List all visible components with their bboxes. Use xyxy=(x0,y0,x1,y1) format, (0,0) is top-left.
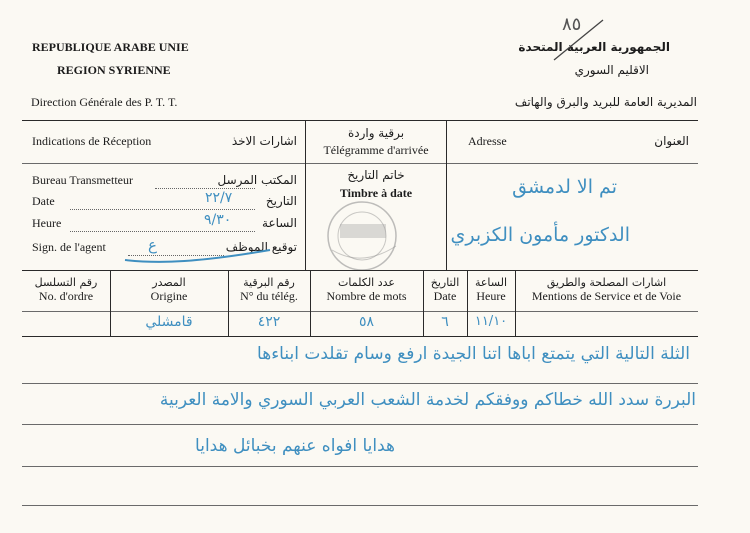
indications-label-fr: Indications de Réception xyxy=(32,134,152,148)
header-republic-ar: الجمهورية العربية المتحدة xyxy=(518,40,670,54)
heure-label-ar: الساعة xyxy=(262,216,297,230)
cell-date: ٦ xyxy=(441,314,449,330)
th-origin-ar: المصدر xyxy=(152,276,186,289)
address-line-1: تم الا لدمشق xyxy=(512,176,617,198)
table-bottom-rule xyxy=(22,336,698,337)
message-rule-4 xyxy=(22,505,698,506)
indications-label-ar: اشارات الاخذ xyxy=(231,134,297,148)
th-date-ar: التاريخ xyxy=(430,276,460,289)
th-telegram-no-fr: N° du télég. xyxy=(240,289,298,303)
address-line-2: الدكتور مأمون الكزبري xyxy=(450,224,630,246)
cell-origin: قامشلي xyxy=(145,314,193,330)
col-divider-2 xyxy=(446,120,447,270)
th-word-count-fr: Nombre de mots xyxy=(326,289,407,303)
handwritten-number: ٨٥ xyxy=(562,14,582,35)
bureau-label-ar: المكتب المرسل xyxy=(217,173,297,187)
th-origin-fr: Origine xyxy=(150,289,188,303)
agent-label-fr: Sign. de l'agent xyxy=(32,240,106,254)
telegram-label-fr: Télégramme d'arrivée xyxy=(323,143,429,157)
stamp-label-fr: Timbre à date xyxy=(339,186,413,200)
heure-handwritten: ٩/٣٠ xyxy=(204,212,232,228)
th-time xyxy=(467,276,515,304)
message-rule-2 xyxy=(22,424,698,425)
th-origin xyxy=(110,276,228,304)
table-header-rule xyxy=(22,311,698,312)
table-top-rule xyxy=(22,270,698,271)
adresse-label-fr: Adresse xyxy=(468,134,507,148)
th-service-mentions-fr: Mentions de Service et de Voie xyxy=(531,289,682,303)
heure-dotted-line xyxy=(70,231,255,232)
diagonal-strike-mark xyxy=(548,16,608,62)
cell-word-count: ٥٨ xyxy=(358,314,375,330)
cell-time: ١١/١٠ xyxy=(474,314,508,329)
th-service-mentions xyxy=(515,276,698,304)
cell-telegram-no: ٤٢٢ xyxy=(257,314,281,330)
bureau-dotted-line xyxy=(155,188,255,189)
message-rule-3 xyxy=(22,466,698,467)
th-order-fr: No. d'ordre xyxy=(38,289,94,303)
th-date xyxy=(423,276,467,304)
header-republic-fr: REPUBLIQUE ARABE UNIE xyxy=(32,40,189,54)
stamp-label-ar: خاتم التاريخ xyxy=(347,168,405,182)
header-direction-fr: Direction Générale des P. T. T. xyxy=(31,95,178,109)
section-rule xyxy=(22,163,698,164)
header-region-ar: الاقليم السوري xyxy=(574,63,649,77)
date-label-fr: Date xyxy=(32,194,55,208)
th-word-count-ar: عدد الكلمات xyxy=(338,276,395,289)
telegram-label-ar: برقية واردة xyxy=(347,126,405,140)
agent-signature-scribble xyxy=(120,240,280,268)
date-handwritten: ٢٢/٧ xyxy=(205,190,233,206)
th-order-ar: رقم التسلسل xyxy=(34,276,98,289)
th-telegram-no-ar: رقم البرقية xyxy=(243,276,295,289)
agent-handwritten: ع xyxy=(148,236,157,254)
date-dotted-line xyxy=(70,209,255,210)
message-line-2: البررة سدد الله خطاكم ووفقكم لخدمة الشعب العربي السوري والامة العربية xyxy=(159,390,696,410)
header-region-fr: REGION SYRIENNE xyxy=(57,63,171,77)
date-label-ar: التاريخ xyxy=(265,194,297,208)
message-line-1: الثلة التالية التي يتمتع اباها اتنا الجيدة ارفع وسام تقلدت ابناءها xyxy=(257,344,690,364)
th-time-fr: Heure xyxy=(476,289,506,303)
bureau-label-fr: Bureau Transmetteur xyxy=(32,173,133,187)
th-order xyxy=(22,276,110,304)
th-date-fr: Date xyxy=(433,289,457,303)
header-direction-ar: المديرية العامة للبريد والبرق والهاتف xyxy=(514,95,697,109)
heure-label-fr: Heure xyxy=(32,216,62,230)
th-service-mentions-ar: اشارات المصلحة والطريق xyxy=(546,276,667,289)
th-time-ar: الساعة xyxy=(474,276,508,289)
agent-label-ar: توقيع الموظف xyxy=(225,240,297,254)
top-rule xyxy=(22,120,698,121)
th-word-count xyxy=(310,276,423,304)
message-line-3: هدايا افواه عنهم بخبائل هدايا xyxy=(195,436,395,456)
date-stamp-imprint xyxy=(318,194,418,270)
adresse-label-ar: العنوان xyxy=(654,134,689,148)
message-rule-1 xyxy=(22,383,698,384)
th-telegram-no xyxy=(228,276,310,304)
